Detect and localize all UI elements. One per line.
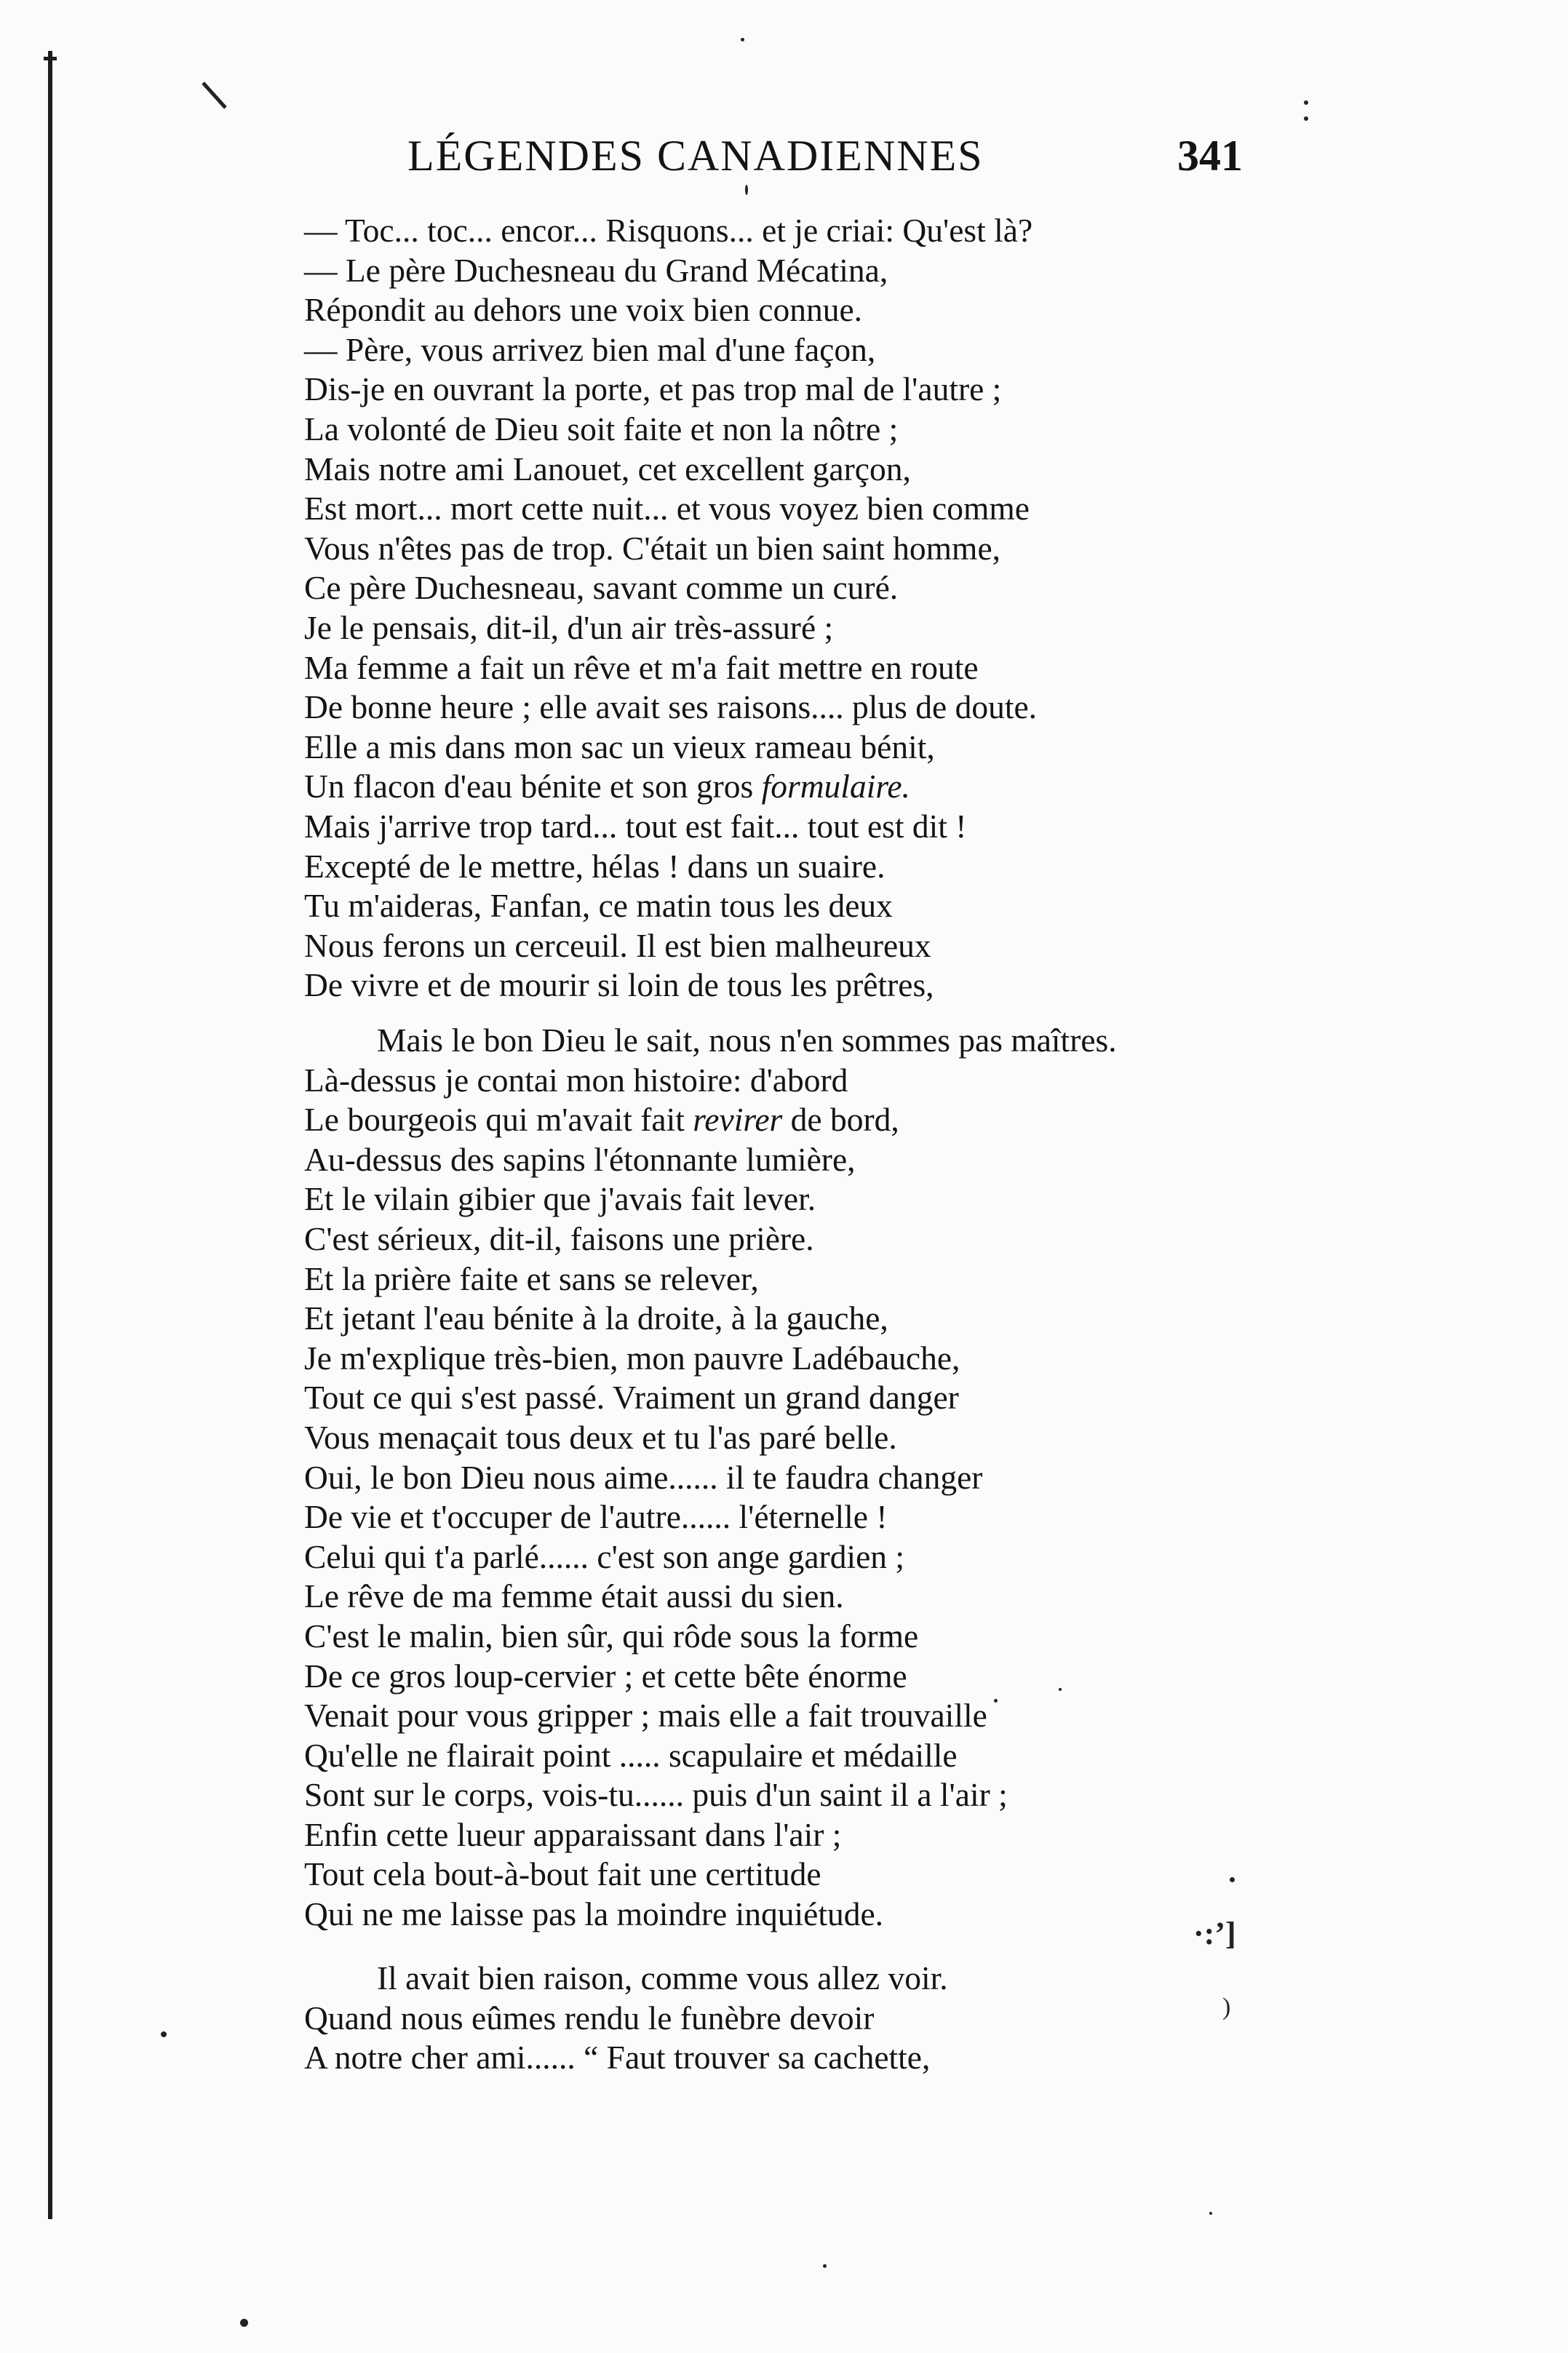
verse-line: Enfin cette lueur apparaissant dans l'air ;	[304, 1815, 842, 1853]
verse-line: Répondit au dehors une voix bien connue.	[304, 291, 863, 329]
verse-line: Sont sur le corps, vois-tu...... puis d'un saint il a l'air ;	[304, 1776, 1008, 1814]
verse-line: Oui, le bon Dieu nous aime...... il te faudra changer	[304, 1458, 983, 1496]
margin-mark-bracket: )	[1222, 1994, 1231, 2020]
verse-line: Mais le bon Dieu le sait, nous n'en sommes pas maîtres.	[377, 1022, 1117, 1059]
stanza-3	[304, 1959, 1243, 2078]
verse-line: Qui ne me laisse pas la moindre inquiétude.	[304, 1895, 884, 1933]
verse-line: Ma femme a fait un rêve et m'a fait mettre en route	[304, 648, 979, 686]
verse-line: — Le père Duchesneau du Grand Mécatina,	[304, 251, 888, 289]
verse-line: De bonne heure ; elle avait ses raisons.... plus de doute.	[304, 688, 1038, 726]
verse-line: Tout ce qui s'est passé. Vraiment un grand danger	[304, 1379, 959, 1417]
ink-speck	[161, 2031, 167, 2037]
binding-margin-rule-tick	[44, 57, 57, 60]
verse-line: Mais j'arrive trop tard... tout est fait... tout est dit !	[304, 807, 967, 845]
verse-line: Je m'explique très-bien, mon pauvre Ladébauche,	[304, 1339, 960, 1377]
verse-line: C'est sérieux, dit-il, faisons une prière.	[304, 1219, 814, 1257]
running-title: LÉGENDES CANADIENNES	[407, 132, 984, 180]
verse-line: Le rêve de ma femme était aussi du sien.	[304, 1577, 844, 1615]
ink-slash-mark	[202, 81, 226, 109]
verse-line: Venait pour vous gripper ; mais elle a fait trouvaille	[304, 1697, 987, 1735]
verse-line: Et le vilain gibier que j'avais fait lever.	[304, 1180, 816, 1218]
verse-line: Là-dessus je contai mon histoire: d'abord	[304, 1061, 848, 1099]
ink-speck	[741, 38, 744, 41]
verse-line: Excepté de le mettre, hélas ! dans un suaire.	[304, 847, 886, 885]
ink-speck	[745, 185, 748, 195]
verse-line: De ce gros loup-cervier ; et cette bête énorme	[304, 1657, 907, 1695]
verse-line: De vie et t'occuper de l'autre...... l'éternelle !	[304, 1498, 888, 1536]
verse-line	[304, 767, 1243, 807]
verse-line: De vivre et de mourir si loin de tous les prêtres,	[304, 966, 934, 1004]
verse-line: Et jetant l'eau bénite à la droite, à la gauche,	[304, 1299, 888, 1337]
verse-line: Celui qui t'a parlé...... c'est son ange gardien ;	[304, 1537, 905, 1575]
verse-line: Mais notre ami Lanouet, cet excellent garçon,	[304, 450, 911, 487]
ink-speck	[1209, 2212, 1212, 2215]
verse-line: Je le pensais, dit-il, d'un air très-assuré ;	[304, 608, 834, 646]
verse-line: Nous ferons un cerceuil. Il est bien malheureux	[304, 926, 931, 964]
verse-line: — Toc... toc... encor... Risquons... et je criai: Qu'est là?	[304, 212, 1033, 249]
stanza-2	[304, 1021, 1243, 1935]
verse-line: Tout cela bout-à-bout fait une certitude	[304, 1855, 821, 1893]
verse-line: Qu'elle ne flairait point ..... scapulaire et médaille	[304, 1736, 958, 1774]
verse-line: Tu m'aideras, Fanfan, ce matin tous les deux	[304, 887, 893, 925]
ink-speck	[1304, 100, 1308, 105]
ink-speck	[240, 2319, 248, 2327]
stanza-1	[304, 211, 1243, 1006]
verse-line: Il avait bien raison, comme vous allez voir.	[377, 1959, 948, 1996]
verse-line: Vous menaçait tous deux et tu l'as paré belle.	[304, 1418, 897, 1456]
margin-mark-lower-right: ·:ʼ]	[1193, 1916, 1236, 1951]
verse-line-text: Un flacon d'eau bénite et son gros	[304, 768, 762, 805]
verse-line: Dis-je en ouvrant la porte, et pas trop mal de l'autre ;	[304, 370, 1002, 408]
verse-line: — Père, vous arrivez bien mal d'une façon,	[304, 330, 876, 368]
verse-line-text: de bord,	[782, 1101, 899, 1139]
binding-margin-rule	[48, 51, 52, 2219]
verse-line: Quand nous eûmes rendu le funèbre devoir	[304, 1999, 875, 2037]
verse-line: Au-dessus des sapins l'étonnante lumière,	[304, 1140, 856, 1178]
italic-word: formulaire.	[761, 768, 910, 805]
verse-line	[304, 1100, 1243, 1140]
page-number: 341	[1177, 132, 1243, 180]
verse-line: Elle a mis dans mon sac un vieux rameau bénit,	[304, 728, 935, 765]
verse-line: A notre cher ami...... “ Faut trouver sa cachette,	[304, 2039, 931, 2077]
verse-line: Est mort... mort cette nuit... et vous voyez bien comme	[304, 490, 1030, 527]
verse-line-text: Le bourgeois qui m'avait fait	[304, 1101, 693, 1139]
ink-speck	[823, 2264, 827, 2268]
verse-line: Ce père Duchesneau, savant comme un curé.	[304, 569, 899, 607]
verse-line: Vous n'êtes pas de trop. C'était un bien saint homme,	[304, 529, 1001, 567]
verse-line: Et la prière faite et sans se relever,	[304, 1259, 759, 1297]
verse-line: C'est le malin, bien sûr, qui rôde sous la forme	[304, 1617, 919, 1655]
verse-line: La volonté de Dieu soit faite et non la nôtre ;	[304, 410, 899, 447]
ink-speck	[1304, 116, 1308, 121]
italic-word: revirer	[693, 1101, 783, 1139]
